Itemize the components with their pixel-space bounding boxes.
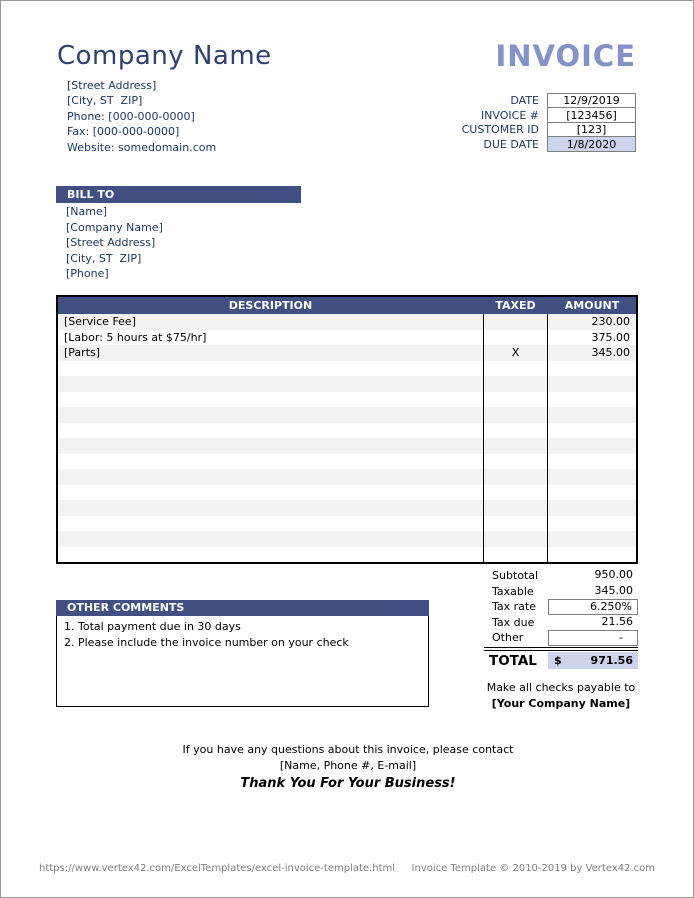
item-row — [58, 407, 636, 423]
item-taxed-cell: X — [483, 345, 548, 361]
item-taxed-cell — [483, 547, 548, 563]
company-address — [67, 78, 216, 155]
totals-block — [484, 568, 638, 670]
item-taxed-cell — [483, 531, 548, 547]
item-amount-cell — [548, 485, 636, 501]
item-row — [58, 516, 636, 532]
item-amount-cell: 345.00 — [591, 346, 630, 359]
comment-line: 2. Please include the invoice number on your check — [64, 635, 349, 649]
item-row — [58, 423, 636, 439]
totals-row — [484, 615, 638, 631]
bill-to-lines — [66, 204, 163, 282]
item-row — [58, 345, 636, 361]
item-taxed-cell — [483, 485, 548, 501]
items-table-body — [58, 314, 636, 562]
item-amount-cell — [548, 361, 636, 377]
item-taxed-cell — [483, 469, 548, 485]
item-row — [58, 500, 636, 516]
bill-to-line: [City, ST ZIP] — [66, 251, 142, 265]
bill-to-header: BILL TO — [56, 186, 301, 203]
item-amount-cell — [548, 376, 636, 392]
total-label: TOTAL — [489, 652, 537, 669]
item-row — [58, 392, 636, 408]
bill-to-line: [Company Name] — [66, 220, 163, 234]
item-description-cell — [58, 454, 483, 470]
item-description-cell — [58, 531, 483, 547]
item-amount-cell — [548, 500, 636, 516]
item-amount-cell — [548, 516, 636, 532]
item-amount-cell — [548, 469, 636, 485]
item-amount-cell — [548, 454, 636, 470]
item-taxed-cell — [483, 314, 548, 330]
item-description-cell: [Parts] — [64, 346, 101, 359]
payable-note — [431, 680, 691, 712]
totals-label: Tax rate — [492, 600, 536, 614]
item-row — [58, 469, 636, 485]
item-description-cell — [58, 376, 483, 392]
item-amount-cell — [548, 423, 636, 439]
thank-you-message: Thank You For Your Business! — [240, 776, 456, 791]
item-taxed-cell — [483, 454, 548, 470]
totals-row — [484, 630, 638, 646]
contact-info: [Name, Phone #, E-mail] — [279, 759, 417, 772]
item-description-cell — [58, 547, 483, 563]
item-taxed-cell — [483, 423, 548, 439]
item-description-cell — [58, 438, 483, 454]
item-row — [58, 330, 636, 346]
totals-label: Taxable — [492, 584, 534, 598]
meta-row — [462, 108, 636, 124]
totals-label: Tax due — [492, 615, 535, 629]
invoice-title: INVOICE — [495, 39, 636, 73]
item-description-cell: [Service Fee] — [64, 315, 136, 328]
comments-box — [56, 616, 429, 707]
totals-row — [484, 584, 638, 600]
item-description-cell — [58, 469, 483, 485]
item-description-cell — [58, 500, 483, 516]
comments-header: OTHER COMMENTS — [56, 600, 429, 616]
contact-line: If you have any questions about this invoice, please contact — [182, 743, 514, 756]
totals-value[interactable]: - — [548, 630, 638, 646]
meta-label: INVOICE # — [480, 108, 539, 122]
items-table-header — [58, 297, 636, 314]
item-taxed-cell — [483, 330, 548, 346]
item-row — [58, 361, 636, 377]
totals-value[interactable]: 6.250% — [548, 599, 638, 615]
comment-line: 1. Total payment due in 30 days — [64, 619, 241, 633]
item-row — [58, 438, 636, 454]
item-description-cell — [58, 392, 483, 408]
meta-value-box[interactable]: 1/8/2020 — [547, 136, 636, 152]
company-name: Company Name — [57, 41, 272, 71]
item-row — [58, 314, 636, 330]
item-taxed-cell — [483, 500, 548, 516]
item-description-cell — [58, 423, 483, 439]
totals-value: 21.56 — [601, 614, 633, 628]
payable-line: Make all checks payable to — [486, 681, 636, 694]
total-currency: $ — [554, 654, 562, 667]
meta-value-box[interactable]: [123456] — [547, 107, 636, 123]
item-row — [58, 531, 636, 547]
item-row — [58, 485, 636, 501]
item-taxed-cell — [483, 407, 548, 423]
item-row — [58, 547, 636, 563]
meta-label: DATE — [510, 94, 539, 108]
company-address-line: Phone: [000-000-0000] — [67, 109, 195, 123]
header-taxed: TAXED — [495, 299, 536, 312]
meta-row — [462, 93, 636, 109]
company-address-line: Website: somedomain.com — [67, 140, 217, 154]
item-taxed-cell — [483, 392, 548, 408]
item-amount-cell — [548, 531, 636, 547]
item-description-cell — [58, 485, 483, 501]
footer-copyright: Invoice Template © 2010-2019 by Vertex42.com — [411, 863, 655, 874]
item-taxed-cell — [483, 361, 548, 377]
item-taxed-cell — [483, 376, 548, 392]
bill-to-line: [Phone] — [66, 267, 109, 280]
total-value: 971.56 — [590, 654, 633, 667]
meta-label: CUSTOMER ID — [461, 123, 539, 137]
meta-value-box[interactable]: 12/9/2019 — [547, 93, 636, 109]
total-value-box — [548, 652, 638, 669]
totals-label: Subtotal — [492, 569, 539, 583]
item-taxed-cell — [483, 516, 548, 532]
totals-label: Other — [492, 631, 524, 645]
item-description-cell: [Labor: 5 hours at $75/hr] — [64, 330, 207, 344]
total-row — [484, 652, 638, 670]
payable-company: [Your Company Name] — [491, 697, 631, 710]
company-address-line: Fax: [000-000-0000] — [67, 125, 180, 139]
item-description-cell — [58, 516, 483, 532]
meta-value-box[interactable]: [123] — [547, 122, 636, 138]
item-taxed-cell — [483, 438, 548, 454]
totals-row — [484, 568, 638, 584]
item-description-cell — [58, 407, 483, 423]
totals-rows — [484, 568, 638, 646]
meta-label: DUE DATE — [483, 137, 539, 151]
item-amount-cell: 375.00 — [591, 330, 630, 344]
bill-to-line: [Name] — [66, 205, 108, 218]
item-amount-cell: 230.00 — [591, 315, 630, 328]
item-amount-cell — [548, 438, 636, 454]
item-row — [58, 454, 636, 470]
totals-row — [484, 599, 638, 615]
meta-row — [462, 122, 636, 138]
item-row — [58, 376, 636, 392]
footer-url[interactable]: https://www.vertex42.com/ExcelTemplates/excel-invoice-template.html — [39, 863, 396, 874]
meta-row — [462, 137, 636, 153]
item-amount-cell — [548, 407, 636, 423]
total-divider — [484, 647, 638, 651]
items-table — [56, 295, 638, 564]
header-description: DESCRIPTION — [228, 299, 313, 312]
totals-value: 950.00 — [594, 568, 633, 581]
item-amount-cell — [548, 392, 636, 408]
contact-block — [1, 742, 694, 791]
item-description-cell — [58, 361, 483, 377]
bill-to-line: [Street Address] — [66, 236, 156, 249]
header-amount: AMOUNT — [564, 299, 620, 312]
company-address-line: [City, ST ZIP] — [67, 94, 143, 108]
totals-value: 345.00 — [594, 583, 633, 597]
item-amount-cell — [548, 547, 636, 563]
company-address-line: [Street Address] — [67, 79, 157, 92]
invoice-meta — [462, 93, 636, 152]
